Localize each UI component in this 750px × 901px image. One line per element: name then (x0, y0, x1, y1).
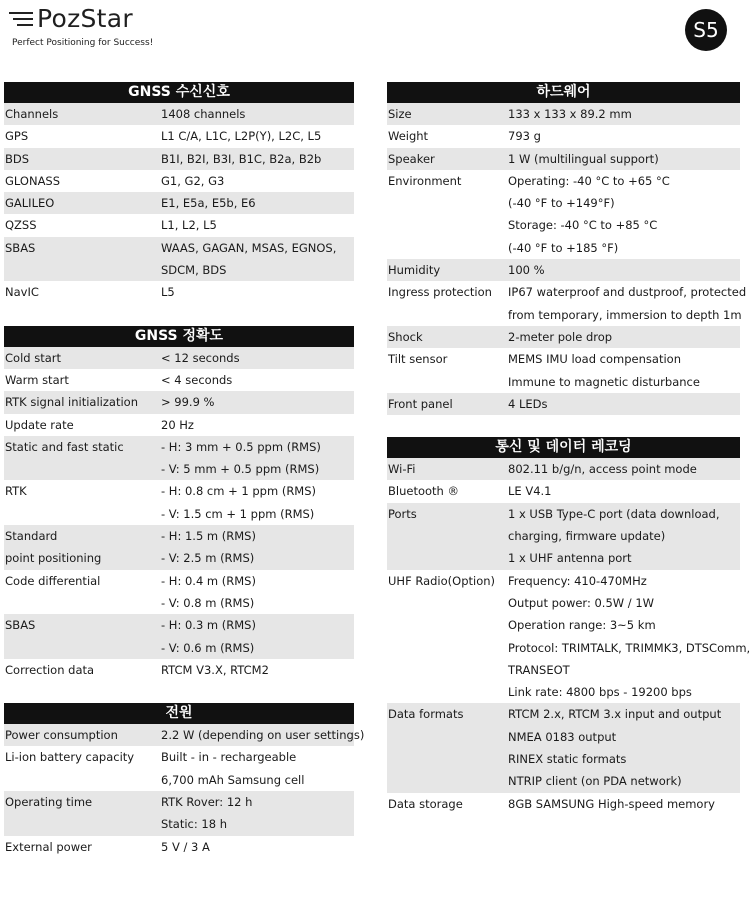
spec-values (508, 348, 740, 393)
spec-label-line: Speaker (388, 151, 435, 166)
spec-row-shock (387, 326, 740, 348)
spec-label-line: Tilt sensor (388, 352, 448, 367)
spec-label (4, 436, 161, 481)
spec-value: Storage: -40 °C to +85 °C (508, 218, 658, 233)
section-title: GNSS 수신신호 (4, 82, 354, 103)
spec-value: from temporary, immersion to depth 1m (508, 307, 742, 322)
spec-value: 100 % (508, 263, 545, 278)
spec-row-sbas (4, 614, 354, 659)
spec-label-line: Data formats (388, 707, 464, 722)
spec-label-line: Li-ion battery capacity (5, 750, 135, 765)
section-title: 하드웨어 (387, 82, 740, 103)
spec-values (161, 570, 354, 615)
spec-row-data-formats (387, 703, 740, 792)
spec-row-galileo (4, 192, 354, 214)
spec-value: charging, firmware update) (508, 529, 666, 544)
spec-label-line: Code differential (5, 573, 101, 588)
spec-label (387, 103, 508, 125)
spec-row-channels (4, 103, 354, 125)
spec-label-line: SBAS (5, 240, 36, 255)
spec-value: Static: 18 h (161, 817, 227, 832)
spec-values (508, 148, 740, 170)
spec-label (387, 570, 508, 704)
spec-label-line: Ports (388, 506, 417, 521)
spec-value: 20 Hz (161, 417, 194, 432)
spec-row-rtk-signal-initialization (4, 391, 354, 413)
spec-section (4, 82, 354, 304)
spec-values (508, 503, 740, 570)
spec-label (387, 281, 508, 326)
spec-row-static-and-fast-static (4, 436, 354, 481)
spec-values (161, 791, 354, 836)
spec-label (387, 348, 508, 393)
spec-value: LE V4.1 (508, 484, 552, 499)
spec-row-speaker (387, 148, 740, 170)
spec-value: - H: 3 mm + 0.5 ppm (RMS) (161, 439, 321, 454)
spec-label-line: Cold start (5, 350, 62, 365)
spec-row-standard-point-positioning (4, 525, 354, 570)
spec-row-operating-time (4, 791, 354, 836)
spec-value: Operation range: 3~5 km (508, 618, 656, 633)
spec-row-correction-data (4, 659, 354, 681)
left-spec-column (4, 82, 365, 880)
spec-row-power-consumption (4, 724, 365, 746)
spec-label-line: Humidity (388, 263, 441, 278)
spec-label (4, 281, 161, 303)
spec-label-line: External power (5, 839, 92, 854)
spec-values (161, 347, 354, 369)
spec-values (508, 703, 740, 792)
spec-row-ingress-protection (387, 281, 747, 326)
spec-values (161, 237, 354, 282)
spec-value: < 12 seconds (161, 350, 240, 365)
spec-label-line: Channels (5, 107, 59, 121)
spec-row-wi-fi (387, 458, 740, 480)
spec-label (4, 570, 161, 615)
spec-value: G1, G2, G3 (161, 173, 225, 188)
spec-row-update-rate (4, 414, 354, 436)
spec-label (387, 125, 508, 147)
spec-value: - H: 0.3 m (RMS) (161, 618, 256, 633)
spec-values (161, 659, 354, 681)
spec-value: 1408 channels (161, 107, 246, 121)
speed-lines-icon (9, 10, 33, 28)
spec-label-line: SBAS (5, 618, 36, 633)
spec-label-line: RTK (5, 484, 27, 499)
spec-values (161, 836, 354, 858)
spec-value: 793 g (508, 129, 541, 144)
spec-value: 133 x 133 x 89.2 mm (508, 107, 632, 121)
spec-row-weight (387, 125, 740, 147)
spec-row-humidity (387, 259, 740, 281)
spec-row-gps (4, 125, 354, 147)
spec-section (387, 82, 747, 415)
spec-value: 802.11 b/g/n, access point mode (508, 462, 697, 477)
spec-label (387, 503, 508, 570)
spec-label-line: Weight (388, 129, 429, 144)
spec-label-line: GPS (5, 129, 29, 144)
spec-values (161, 436, 354, 481)
spec-values (508, 393, 740, 415)
spec-label (4, 103, 161, 125)
spec-label-line: Operating time (5, 795, 93, 810)
section-title: 통신 및 데이터 레코딩 (387, 437, 740, 458)
spec-row-navic (4, 281, 354, 303)
spec-value: NTRIP client (on PDA network) (508, 774, 682, 789)
spec-label (387, 458, 508, 480)
spec-row-tilt-sensor (387, 348, 740, 393)
spec-label (387, 326, 508, 348)
spec-label (387, 148, 508, 170)
spec-label (387, 703, 508, 792)
spec-value: - V: 1.5 cm + 1 ppm (RMS) (161, 506, 315, 521)
spec-value: > 99.9 % (161, 395, 215, 410)
spec-value: L1 C/A, L1C, L2P(Y), L2C, L5 (161, 129, 322, 144)
spec-label-line: Warm start (5, 372, 69, 387)
spec-section (387, 437, 750, 815)
spec-label (387, 793, 508, 815)
spec-row-front-panel (387, 393, 740, 415)
spec-values (508, 259, 740, 281)
spec-value: - H: 0.4 m (RMS) (161, 573, 256, 588)
section-title: 전원 (4, 703, 354, 724)
spec-label (4, 746, 161, 791)
page-header (0, 0, 750, 80)
spec-label-line: Environment (388, 173, 462, 188)
brand-name: PozStar (37, 4, 133, 33)
spec-value: L5 (161, 285, 175, 300)
spec-value: - V: 5 mm + 0.5 ppm (RMS) (161, 462, 320, 477)
spec-label-line: Wi-Fi (388, 462, 416, 477)
spec-value: 1 W (multilingual support) (508, 151, 659, 166)
spec-label (387, 170, 508, 259)
spec-row-cold-start (4, 347, 354, 369)
spec-values (161, 148, 354, 170)
spec-value: 6,700 mAh Samsung cell (161, 772, 305, 787)
spec-label-line: Update rate (5, 417, 74, 432)
spec-label (387, 480, 508, 502)
spec-values (161, 281, 354, 303)
spec-value: RTCM 2.x, RTCM 3.x input and output (508, 707, 722, 722)
spec-value: RTK Rover: 12 h (161, 795, 253, 810)
spec-label-line: Shock (388, 329, 423, 344)
spec-values (161, 614, 354, 659)
spec-label-line: Front panel (388, 396, 453, 411)
spec-values (508, 458, 740, 480)
spec-row-size (387, 103, 740, 125)
spec-value: NMEA 0183 output (508, 729, 617, 744)
spec-value: WAAS, GAGAN, MSAS, EGNOS, (161, 240, 337, 255)
spec-label (4, 414, 161, 436)
spec-values (161, 214, 354, 236)
spec-label-line: RTK signal initialization (5, 395, 138, 410)
spec-row-qzss (4, 214, 354, 236)
spec-value: Output power: 0.5W / 1W (508, 595, 655, 610)
spec-value: SDCM, BDS (161, 263, 227, 278)
spec-row-rtk (4, 480, 354, 525)
spec-values (508, 281, 746, 326)
spec-label-line: Size (388, 107, 412, 121)
spec-value: < 4 seconds (161, 372, 233, 387)
spec-row-bluetooth (387, 480, 740, 502)
spec-values (508, 170, 740, 259)
spec-row-environment (387, 170, 740, 259)
spec-values (161, 525, 354, 570)
spec-row-li-ion-battery-capacity (4, 746, 354, 791)
spec-row-glonass (4, 170, 354, 192)
spec-values (161, 724, 364, 746)
spec-label (4, 148, 161, 170)
spec-value: Frequency: 410-470MHz (508, 573, 647, 588)
spec-value: 8GB SAMSUNG High-speed memory (508, 796, 715, 811)
spec-value: - V: 0.8 m (RMS) (161, 595, 255, 610)
spec-label-line: Bluetooth ® (388, 484, 459, 499)
spec-row-external-power (4, 836, 354, 858)
spec-label-line: QZSS (5, 218, 37, 233)
spec-label-line: NavIC (5, 285, 39, 300)
spec-row-bds (4, 148, 354, 170)
spec-value: RTCM V3.X, RTCM2 (161, 662, 269, 677)
spec-label (4, 391, 161, 413)
spec-label-line: Data storage (388, 796, 463, 811)
spec-label (4, 369, 161, 391)
spec-section (4, 703, 365, 858)
spec-row-uhf-radio-option (387, 570, 750, 704)
spec-label (4, 170, 161, 192)
spec-value: RINEX static formats (508, 752, 627, 767)
spec-label-line: Static and fast static (5, 439, 124, 454)
spec-value: 4 LEDs (508, 396, 548, 411)
spec-label (387, 393, 508, 415)
spec-row-sbas (4, 237, 354, 282)
spec-value: 2-meter pole drop (508, 329, 613, 344)
spec-values (161, 369, 354, 391)
spec-values (508, 326, 740, 348)
spec-values (508, 103, 740, 125)
spec-label-line: BDS (5, 151, 30, 166)
spec-value: 1 x UHF antenna port (508, 551, 632, 566)
spec-label-line: UHF Radio(Option) (388, 573, 496, 588)
spec-value: 5 V / 3 A (161, 839, 210, 854)
spec-value: - H: 1.5 m (RMS) (161, 529, 256, 544)
spec-value: - V: 0.6 m (RMS) (161, 640, 255, 655)
spec-label-line: Standard (5, 529, 58, 544)
spec-label-line: Correction data (5, 662, 95, 677)
spec-values (161, 391, 354, 413)
section-title: GNSS 정확도 (4, 326, 354, 347)
spec-label (4, 836, 161, 858)
spec-values (508, 480, 740, 502)
spec-label (4, 237, 161, 282)
spec-values (161, 103, 354, 125)
spec-label (4, 614, 161, 659)
spec-value: E1, E5a, E5b, E6 (161, 196, 256, 211)
spec-label-line: point positioning (5, 551, 102, 566)
brand-slogan: Perfect Positioning for Success! (12, 38, 154, 48)
spec-label (387, 259, 508, 281)
spec-label (4, 724, 161, 746)
spec-value: Link rate: 4800 bps - 19200 bps (508, 685, 692, 700)
spec-label-line: GALILEO (5, 196, 55, 211)
spec-value: IP67 waterproof and dustproof, protected (508, 285, 747, 300)
spec-row-ports (387, 503, 740, 570)
spec-row-data-storage (387, 793, 740, 815)
spec-label-line: Power consumption (5, 728, 118, 743)
spec-values (161, 414, 354, 436)
spec-value: L1, L2, L5 (161, 218, 217, 233)
spec-label-line: Ingress protection (388, 285, 492, 300)
spec-values (161, 170, 354, 192)
spec-value: 1 x USB Type-C port (data download, (508, 506, 720, 521)
spec-row-code-differential (4, 570, 354, 615)
spec-value: Operating: -40 °C to +65 °C (508, 173, 670, 188)
spec-values (161, 746, 354, 791)
spec-row-warm-start (4, 369, 354, 391)
model-badge: S5 (685, 9, 727, 51)
spec-value: Built - in - rechargeable (161, 750, 297, 765)
spec-values (161, 480, 354, 525)
spec-value: TRANSEOT (508, 662, 570, 677)
spec-values (161, 125, 354, 147)
spec-value: - H: 0.8 cm + 1 ppm (RMS) (161, 484, 317, 499)
right-spec-column (387, 82, 750, 837)
spec-value: (-40 °F to +185 °F) (508, 240, 619, 255)
spec-value: (-40 °F to +149°F) (508, 196, 615, 211)
spec-label (4, 214, 161, 236)
spec-label (4, 659, 161, 681)
spec-value: Protocol: TRIMTALK, TRIMMK3, DTSComm, (508, 640, 750, 655)
brand-logo (9, 4, 133, 33)
spec-value: Immune to magnetic disturbance (508, 374, 700, 389)
spec-values (508, 793, 740, 815)
spec-label (4, 480, 161, 525)
spec-label-line: GLONASS (5, 173, 61, 188)
spec-value: MEMS IMU load compensation (508, 352, 681, 367)
spec-values (161, 192, 354, 214)
spec-value: 2.2 W (depending on user settings) (161, 728, 365, 743)
spec-label (4, 791, 161, 836)
spec-value: - V: 2.5 m (RMS) (161, 551, 255, 566)
spec-label (4, 347, 161, 369)
spec-values (508, 570, 750, 704)
spec-label (4, 125, 161, 147)
spec-values (508, 125, 740, 147)
spec-label (4, 192, 161, 214)
spec-label (4, 525, 161, 570)
spec-value: B1I, B2I, B3I, B1C, B2a, B2b (161, 151, 322, 166)
spec-section (4, 326, 354, 681)
